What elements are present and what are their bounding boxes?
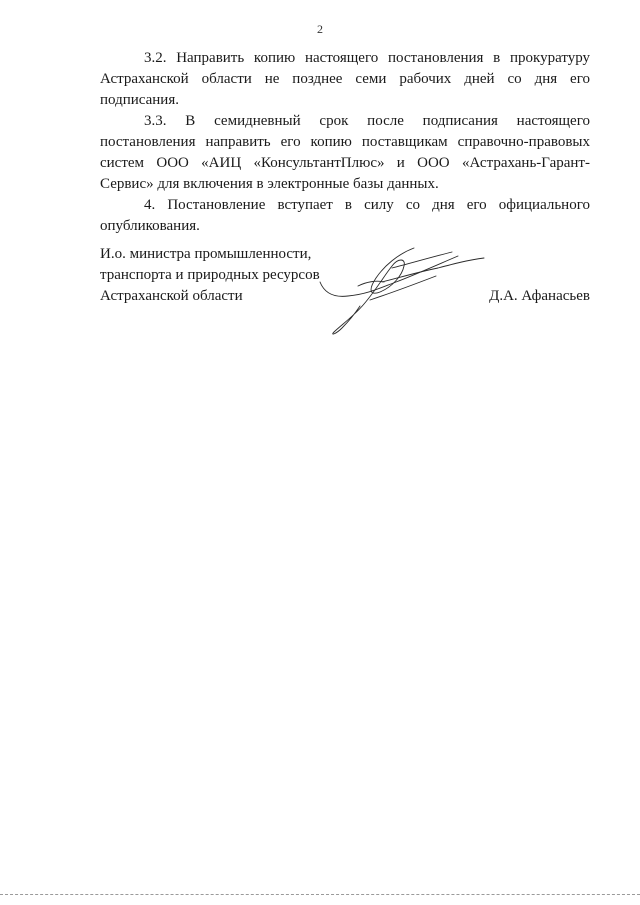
paragraph-3-2: 3.2. Направить копию настоящего постановления в прокуратуру Астраханской области не позднее семи рабочих дней со дня его подписания. (100, 50, 590, 108)
signer-position-line: Астраханской области (100, 288, 243, 304)
handwritten-signature (318, 242, 488, 342)
page-bottom-rule (0, 894, 640, 895)
signer-name: Д.А. Афанасьев (489, 288, 590, 304)
signer-position-line: И.о. министра промышленности, (100, 246, 312, 262)
page-number: 2 (317, 22, 323, 36)
signer-position (100, 244, 320, 307)
paragraph-4: 4. Постановление вступает в силу со дня его официального опубликования. (100, 197, 590, 234)
signer-position-line: транспорта и природных ресурсов (100, 267, 320, 283)
paragraph-3-3: 3.3. В семидневный срок после подписания настоящего постановления направить его копию поставщикам справочно-правовых систем ООО «АИЦ «КонсультантПлюс» и ООО «Астрахань-Гарант-Сервис» для включения в электронные базы данных. (100, 113, 590, 192)
document-body (100, 48, 590, 237)
